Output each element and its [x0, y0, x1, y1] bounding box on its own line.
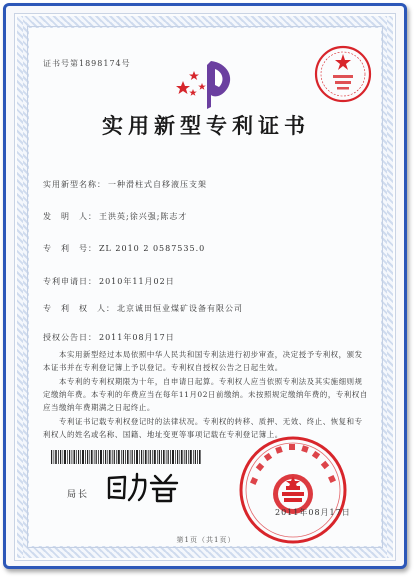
- field-value: 北京诚田恒业煤矿设备有限公司: [117, 304, 243, 313]
- page-number: 第1页（共1页）: [176, 536, 236, 544]
- field-patent-number: [43, 243, 205, 254]
- field-value: 2011年08月17日: [99, 333, 175, 342]
- body-paragraph: 本专利的专利权期限为十年，自申请日起算。专利权人应当依照专利法及其实施细则规定缴纳年费。本专利的年费应当在每年11月02日前缴纳。未按照规定缴纳年费的，专利权自应当缴纳年费期满之日起终止。: [43, 377, 368, 412]
- field-value: ZL 2010 2 0587535.0: [99, 244, 206, 253]
- field-label: 专 利 权 人：: [43, 304, 115, 313]
- signature-icon: [105, 470, 183, 504]
- field-value: 一种滑柱式自移液压支架: [108, 180, 207, 189]
- certificate-number: 证书号第1898174号: [43, 59, 131, 68]
- field-label: 发 明 人：: [43, 212, 97, 221]
- seal-stamp-icon: [313, 44, 373, 104]
- field-label: 实用新型名称：: [43, 180, 106, 189]
- field-application-date: [43, 276, 175, 287]
- certificate-document: [14, 13, 396, 561]
- field-label: 专利申请日：: [43, 277, 97, 286]
- barcode-icon: [51, 450, 201, 464]
- sipo-logo-icon: [175, 59, 243, 111]
- field-patentee: [43, 303, 243, 314]
- field-grant-date: [43, 332, 175, 343]
- seal-date: 2011年08月17日: [275, 508, 351, 517]
- field-utility-model-name: [43, 179, 207, 190]
- field-label: 专 利 号：: [43, 244, 97, 253]
- field-value: 2010年11月02日: [99, 277, 175, 286]
- body-paragraph: 专利证书记载专利权登记时的法律状况。专利权的转移、质押、无效、终止、恢复和专利权人的姓名或名称、国籍、地址变更等事项记载在专利登记簿上。: [43, 417, 363, 439]
- field-value: 王洪英;徐兴强;陈志才: [99, 212, 188, 221]
- field-inventors: [43, 211, 187, 222]
- body-paragraph: 本实用新型经过本局依照中华人民共和国专利法进行初步审查，决定授予专利权，颁发本证书并在专利登记簿上予以登记。专利权自授权公告之日起生效。: [43, 350, 363, 372]
- national-ip-office-seal-icon: [237, 434, 349, 546]
- certificate-title: 实用新型专利证书: [102, 113, 310, 138]
- field-label: 授权公告日：: [43, 333, 97, 342]
- director-label: 局长: [67, 490, 90, 500]
